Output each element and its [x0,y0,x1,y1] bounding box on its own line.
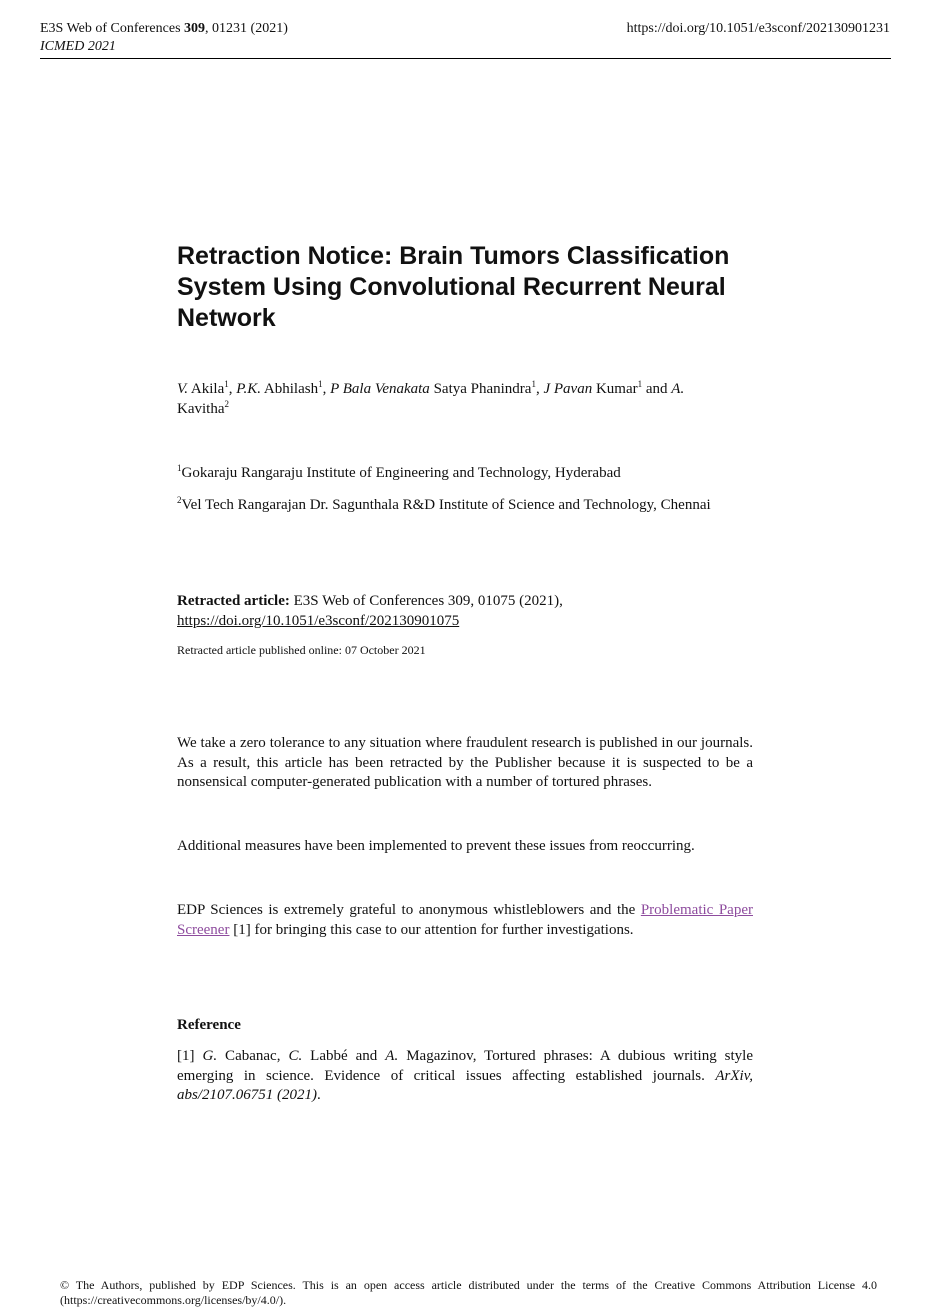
retracted-citation: E3S Web of Conferences 309, 01075 (2021), [289,593,563,609]
author-list: V. Akila$^1$, P.K. Abhilash$^1$, P Bala Venakata Satya Phanindra$^1$, J Pavan Kumar$^1$ and A. Kavitha$^2$ [177,379,685,417]
author-surname: Abhilash [263,381,319,397]
reference-source: ArXiv, abs/2107.06751 (2021) [177,1067,753,1103]
author-initials: P.K. [236,381,261,397]
paper-title: Retraction Notice: Brain Tumors Classification System Using Convolutional Recurrent Neural Network [177,242,730,332]
author-surname: Akila [190,381,225,397]
header-doi[interactable]: https://doi.org/10.1051/e3sconf/202130901231 [626,21,890,36]
retracted-label: Retracted article: [177,593,290,609]
body-paragraph-2: Additional measures have been implemented to prevent these issues from reoccurring. [177,838,695,854]
author-surname: Satya Phanindra [433,381,532,397]
retracted-article-citation [177,591,737,631]
author-affiliation-mark: 1 [637,379,643,389]
author-affiliation-mark: 1 [531,379,536,389]
author-initials: J Pavan [543,381,593,397]
conference-name: ICMED 2021 [40,39,116,54]
problematic-paper-screener-link[interactable]: Problematic Paper Screener [177,902,753,938]
retracted-publication-date: Retracted article published online: 07 October 2021 [177,643,426,657]
reference-heading: Reference [177,1017,241,1033]
author-initials: V. [177,381,188,397]
author-surname: Kumar [595,381,638,397]
retracted-doi-link[interactable]: https://doi.org/10.1051/e3sconf/202130901075 [177,613,460,629]
reference-item: [1] G. Cabanac, C. Labbé and A. Magazinov, Tortured phrases: A dubious writing style emerging in science. Evidence of critical issues affecting established journals. ArXiv, abs/2107.06751 (2021). [177,1048,754,1103]
author-initials: P Bala Venakata [330,381,430,397]
author-affiliation-mark: 1 [224,379,229,389]
author-affiliation-mark: 2 [224,399,229,409]
journal-volume: 309 [184,21,206,36]
header-divider [40,58,891,59]
affiliation-1: $^1$Gokaraju Rangaraju Institute of Engineering and Technology, Hyderabad [177,463,621,481]
license-footer: © The Authors, published by EDP Sciences. This is an open access article distributed under the terms of the Creative Commons Attribution License 4.0 (https://creativecommons.org/licenses/by/4.0/). [60,1278,877,1307]
author-surname: Kavitha [177,401,225,417]
journal-name: E3S Web of Conferences [40,21,185,36]
affiliation-2: $^2$Vel Tech Rangarajan Dr. Sagunthala R&D Institute of Science and Technology, Chennai [177,495,711,513]
article-number: , 01231 (2021) [205,21,288,36]
body-paragraph-3: EDP Sciences is extremely grateful to anonymous whistleblowers and the Problematic Paper Screener [1] for bringing this case to our attention for further investigations. [177,902,753,938]
author-initials: A. [671,381,685,397]
author-affiliation-mark: 1 [318,379,323,389]
journal-citation [40,20,288,38]
body-paragraph-1: We take a zero tolerance to any situation where fraudulent research is published in our journals. As a result, this article has been retracted by the Publisher because it is suspected to be a nonsensical computer-generated publication with a number of tortured phrases. [177,735,753,790]
